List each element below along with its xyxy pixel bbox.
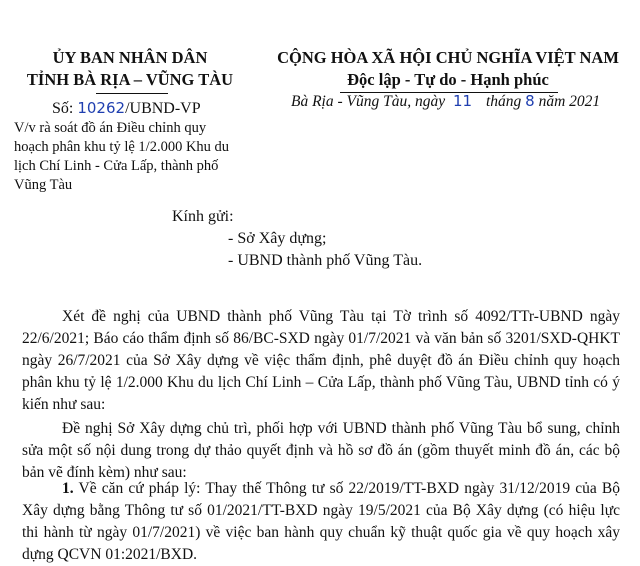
greeting: Kính gửi: bbox=[172, 208, 234, 225]
date-line bbox=[291, 90, 600, 113]
number-prefix: Số: bbox=[52, 100, 74, 117]
recipient-list bbox=[228, 228, 422, 272]
authority-underline bbox=[96, 93, 168, 94]
item-1-text: Về căn cứ pháp lý: Thay thế Thông tư số 22/2019/TT-BXD ngày 31/12/2019 của Bộ Xây dựng bằng Thông tư số 01/2021/TT-BXD ngày 19/5/2021 của Bộ Xây dựng (có hiệu lực thi hành từ ngày 01/7/2021) về việc ban hành quy chuẩn kỹ thuật quốc gia về quy hoạch xây dựng QCVN 01:2021/BXD. bbox=[22, 480, 620, 563]
number-suffix: /UBND-VP bbox=[125, 100, 201, 117]
subject-line: V/v rà soát đồ án Điều chỉnh quy bbox=[14, 120, 207, 136]
body-paragraph-1: Xét đề nghị của UBND thành phố Vũng Tàu tại Tờ trình số 4092/TTr-UBND ngày 22/6/2021; Báo cáo thẩm định số 86/BC-SXD ngày 01/7/2021 và văn bản số 3201/SXD-QHKT ngày 26/7/2021 của Sở Xây dựng về việc thẩm định, phê duyệt đồ án Điều chỉnh quy hoạch phân khu tỷ lệ 1/2.000 Khu du lịch Chí Linh – Cửa Lấp, thành phố Vũng Tàu, UBND tỉnh có ý kiến như sau: bbox=[22, 308, 620, 413]
authority-line-2: TỈNH BÀ RỊA – VŨNG TÀU bbox=[26, 70, 234, 89]
item-1-number: 1. bbox=[62, 480, 74, 497]
handwritten-month: 8 bbox=[525, 92, 535, 110]
recipient-item: - UBND thành phố Vũng Tàu. bbox=[228, 252, 423, 269]
subject-line: Vũng Tàu bbox=[14, 177, 73, 193]
month-label: tháng bbox=[485, 93, 522, 110]
body-paragraph-2: Đề nghị Sở Xây dựng chủ trì, phối hợp với UBND thành phố Vũng Tàu bổ sung, chỉnh sửa một số nội dung trong dự thảo quyết định và hồ sơ đồ án (gồm thuyết minh đồ án, các bộ bản vẽ đính kèm) như sau: bbox=[22, 420, 620, 481]
handwritten-day: 11 bbox=[453, 92, 473, 110]
subject-line: hoạch phân khu tỷ lệ 1/2.000 Khu du bbox=[14, 139, 230, 155]
handwritten-number: 10262 bbox=[77, 99, 126, 117]
year-label: năm 2021 bbox=[538, 93, 601, 110]
item-1 bbox=[22, 478, 620, 566]
document-number bbox=[52, 97, 201, 120]
issuing-authority bbox=[20, 47, 240, 91]
subject-block bbox=[14, 119, 284, 195]
subject-line: lịch Chí Linh - Cửa Lấp, thành phố bbox=[14, 158, 219, 174]
national-motto: Độc lập - Tự do - Hạnh phúc bbox=[347, 70, 549, 89]
authority-line-1: ỦY BAN NHÂN DÂN bbox=[52, 48, 208, 67]
national-title: CỘNG HÒA XÃ HỘI CHỦ NGHĨA VIỆT NAM bbox=[277, 48, 619, 67]
recipient-item: - Sở Xây dựng; bbox=[228, 230, 327, 247]
date-place: Bà Rịa - Vũng Tàu, ngày bbox=[291, 93, 446, 110]
